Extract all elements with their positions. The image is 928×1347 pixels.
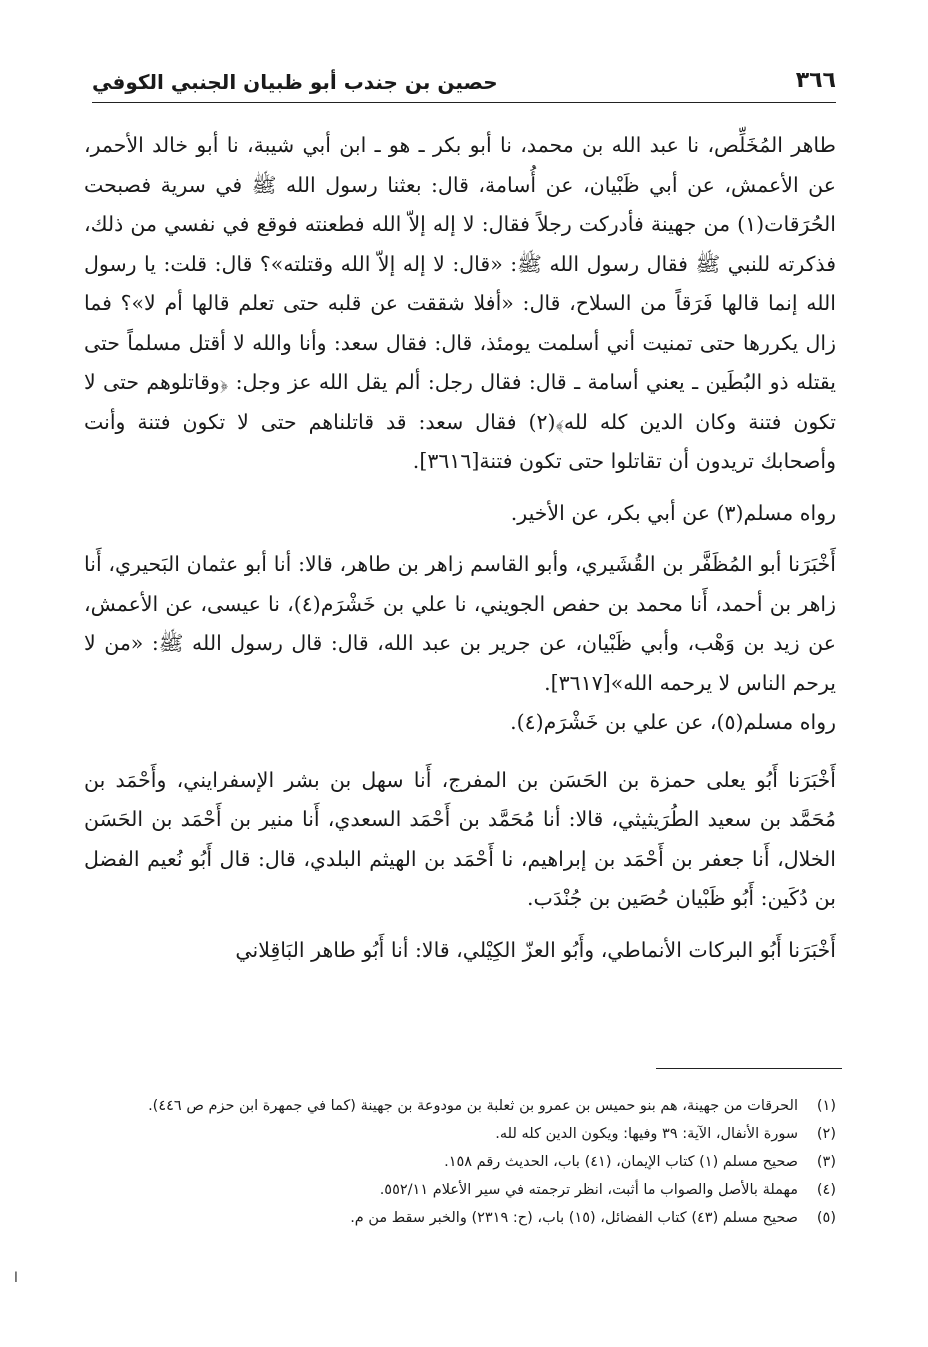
main-text (84, 126, 836, 970)
running-head: حصين بن جندب أبو ظبيان الجنبي الكوفي (92, 70, 498, 94)
footnote-number: (٥) (816, 1210, 836, 1226)
paragraph-riwaya-1: رواه مسلم(٣) عن أبي بكر، عن الأخير. (510, 500, 836, 525)
footnote-text: سورة الأنفال، الآية: ٣٩ وفيها: ويكون الدين كله لله. (495, 1126, 798, 1142)
footnote-text: صحيح مسلم (٤٣) كتاب الفضائل، (١٥) باب، (ح: ٢٣١٩) والخبر سقط من م. (350, 1210, 798, 1226)
footnote-text: الحرقات من جهينة، هم بنو حميس بن عمرو بن ثعلبة بن مودوعة بن جهينة (كما في جمهرة ابن حزم ص ٤٤٦). (148, 1098, 798, 1114)
footnote-text: صحيح مسلم (١) كتاب الإيمان، (٤١) باب، الحديث رقم ١٥٨. (444, 1154, 798, 1170)
footnote-text: مهملة بالأصل والصواب ما أثبت، انظر ترجمته في سير الأعلام ٥٥٢/١١. (379, 1182, 798, 1198)
footnote-number: (٢) (816, 1126, 836, 1142)
footnote-number: (٣) (816, 1154, 836, 1170)
paragraph-isnad-anmati: أَخْبَرَنا أَبُو البركات الأنماطي، وأَبُو العزّ الكِيْلي، قالا: أنا أَبُو طاهر البَاقِلاني (235, 937, 836, 962)
paragraph-riwaya-2: رواه مسلم(٥)، عن علي بن خَشْرَم(٤). (510, 710, 836, 734)
footnote-separator (656, 1068, 842, 1069)
paragraph-hadith-jarir: أَخْبَرَنا أبو المُظَفَّر بن القُشَيري، وأبو القاسم زاهر بن طاهر، قالا: أنا أبو عثمان البَحيري، أَنا زاهر بن أحمد، أَنا محمد بن حفص الجويني، نا علي بن خَشْرَم(٤)، نا عيسى، عن الأعمش، عن زيد بن وَهْب، وأبي ظَبْيان، عن جرير بن عبد الله، قال: قال رسول الله ﷺ: «من لا يرحم الناس لا يرحمه الله»[٣٦١٧]. (84, 552, 836, 695)
margin-mark: ا (14, 1270, 18, 1286)
paragraph-hadith-usama: طاهر المُخَلِّص، نا عبد الله بن محمد، نا أبو بكر ـ هو ـ ابن أبي شيبة، نا أبو خالد الأحمر، عن الأعمش، عن أبي ظَبْيان، عن أُسامة، قال: بعثنا رسول الله ﷺ في سرية فصبحت الحُرَقات(١) من جهينة فأدركت رجلاً فقال: لا إله إلاّ الله فطعنته فوقع في نفسي من ذلك، فذكرته للنبي ﷺ فقال رسول الله ﷺ: «قال: لا إله إلاّ الله وقتلته»؟ قال: قلت: يا رسول الله إنما قالها فَرَقاً من السلاح، قال: «أفلا شققت عن قلبه حتى تعلم قالها أم لا»؟ فما زال يكررها حتى تمنيت أني أسلمت يومئذ، قال: فقال سعد: وأنا والله لا أقتل مسلماً حتى يقتله ذو البُطَين ـ يعني أسامة ـ قال: فقال رجل: ألم يقل الله عز وجل: ﴿وقاتلوهم حتى لا تكون فتنة وكان الدين كله لله﴾(٢) فقال سعد: قد قاتلناهم حتى لا تكون فتنة وأنت وأصحابك تريدون أن تقاتلوا حتى تكون فتنة[٣٦١٦]. (84, 133, 836, 473)
footnote-item (84, 1204, 836, 1232)
paragraph-isnad-abu-nuaym: أَخْبَرَنا أَبُو يعلى حمزة بن الحَسَن بن المفرج، أَنا سهل بن بشر الإسفرايني، وأَحْمَد بن مُحَمَّد بن سعيد الطُرَيثيثي، قالا: أنا مُحَمَّد بن أَحْمَد السعدي، أَنا منير بن أَحْمَد بن الحَسَن الخلال، أَنا جعفر بن أَحْمَد بن إبراهيم، نا أَحْمَد بن الهيثم البلدي، قال: قال أَبُو نُعيم الفضل بن دُكَين: أَبُو ظَبْيان حُصَين بن جُنْدَب. (84, 767, 836, 910)
footnote-number: (٤) (816, 1182, 836, 1198)
footnote-item (84, 1148, 836, 1176)
footnotes (84, 1092, 836, 1232)
footnote-number: (١) (816, 1098, 836, 1114)
page-header (92, 62, 836, 103)
footnote-item (84, 1120, 836, 1148)
footnote-item (84, 1176, 836, 1204)
page-number: ٣٦٦ (795, 68, 836, 93)
footnote-item (84, 1092, 836, 1120)
